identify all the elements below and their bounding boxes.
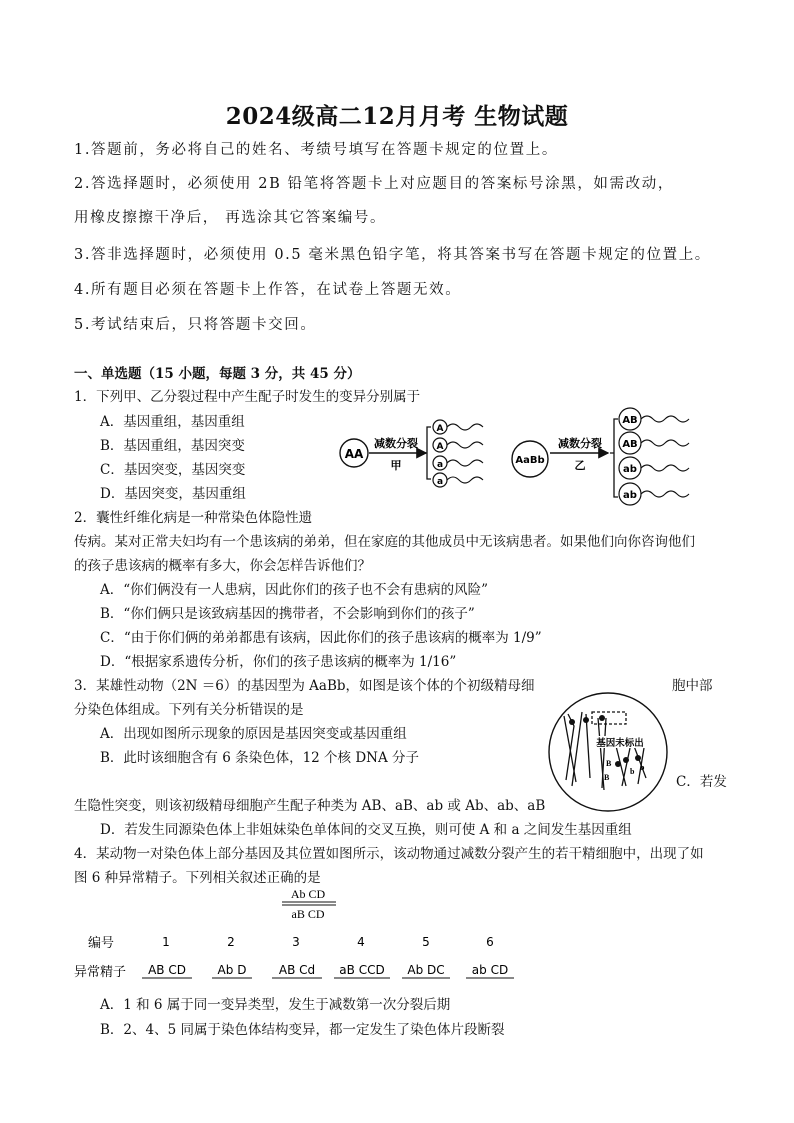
sperm-6: ab CD: [471, 963, 509, 977]
q2-option-a: A．“你们俩没有一人患病，因此你们的孩子也不会有患病的风险”: [100, 582, 489, 598]
q4-stem-line1: 4．某动物一对染色体上部分基因及其位置如图所示，该动物通过减数分裂产生的若干精细胞中，出现了如: [74, 846, 704, 862]
q1-stem: 1．下列甲、乙分裂过程中产生配子时发生的变异分别属于: [74, 389, 421, 405]
note-4: 4.所有题目必须在答题卡上作答，在试卷上答题无效。: [74, 282, 462, 298]
q3-option-c-start: C．若发: [676, 774, 727, 790]
right-arrow-label: 减数分裂: [558, 437, 602, 450]
right-process-label: 乙: [574, 459, 586, 472]
q1-option-b: B．基因重组，基因突变: [100, 438, 245, 454]
note-5: 5.考试结束后，只将答题卡交回。: [74, 317, 317, 333]
q2-stem-line2: 传病。某对正常夫妇均有一个患该病的弟弟，但在家庭的其他成员中无该病患者。如果他们向你咨询他们: [74, 534, 695, 550]
left-gamete-4: a: [436, 477, 444, 487]
q3-option-d: D．若发生同源染色体上非姐妹染色单体间的交叉互换，则可使 A 和 a 之间发生基因重组: [100, 822, 632, 838]
note-3: 3.答非选择题时，必须使用 0.5 毫米黑色铅字笔，将其答案书写在答题卡规定的位置上。: [74, 247, 711, 263]
left-brace: [423, 427, 431, 479]
q1-option-c: C．基因突变，基因突变: [100, 462, 246, 478]
q1-meiosis-figure: [330, 405, 730, 510]
number-row: [162, 935, 494, 949]
right-brace: [610, 419, 618, 497]
right-gamete-4: ab: [623, 490, 637, 501]
chromosome-top-genes: Ab CD: [290, 887, 326, 901]
number-1: 1: [162, 935, 170, 949]
right-cell-label: AaBb: [515, 455, 545, 466]
row-label-sperm: 异常精子: [74, 965, 127, 980]
row-label-number: 编号: [88, 936, 115, 951]
q2-option-c: C．“由于你们俩的弟弟都患有该病，因此你们的孩子患该病的概率为 1/9”: [100, 630, 542, 646]
left-cell-label: AA: [344, 447, 364, 461]
section-heading: 一、单选题（15 小题，每题 3 分，共 45 分）: [74, 366, 361, 382]
q3-stem-line2: 分染色体组成。下列有关分析错误的是: [74, 702, 304, 718]
left-process-label: 甲: [390, 459, 402, 472]
gene-label-2: b: [630, 767, 635, 776]
sperm-4: aB CCD: [339, 963, 385, 977]
number-5: 5: [422, 935, 430, 949]
note-1: 1.答题前，务必将自己的姓名、考绩号填写在答题卡规定的位置上。: [74, 142, 558, 158]
note-2-cont: 用橡皮擦擦干净后， 再选涂其它答案编号。: [74, 210, 387, 226]
q3-option-b: B．此时该细胞含有 6 条染色体，12 个核 DNA 分子: [100, 750, 420, 766]
sperm-1: AB CD: [148, 963, 186, 977]
q3-option-c-cont: 生隐性突变，则该初级精母细胞产生配子种类为 AB、aB、ab 或 Ab、ab、aB: [74, 798, 546, 814]
q2-stem-line3: 的孩子患该病的概率有多大，你会怎样告诉他们？: [74, 558, 371, 574]
gene-label-3: b: [640, 763, 645, 772]
q2-stem-line1: 2．囊性纤维化病是一种常染色体隐性遗: [74, 510, 313, 526]
q3-option-a: A．出现如图所示现象的原因是基因突变或基因重组: [100, 726, 407, 742]
gene-label-1: B: [606, 759, 612, 768]
note-2: 2.答选择题时，必须使用 2B 铅笔将答题卡上对应题目的答案标号涂黑，如需改动，: [74, 176, 674, 192]
gene-not-marked-label: 基因未标出: [596, 738, 644, 749]
number-3: 3: [292, 935, 300, 949]
q1-option-d: D．基因突变，基因重组: [100, 486, 246, 502]
right-gamete-3: ab: [623, 464, 637, 475]
gene-label-4: B: [604, 773, 610, 782]
sperm-2: Ab D: [217, 963, 247, 977]
q4-option-b: B．2、4、5 同属于染色体结构变异，都一定发生了染色体片段断裂: [100, 1022, 505, 1038]
right-gamete-1: AB: [622, 415, 638, 426]
sperm-3: AB Cd: [278, 963, 316, 977]
right-gametes: [619, 408, 689, 505]
number-6: 6: [486, 935, 494, 949]
q2-option-d: D．“根据家系遗传分析，你们的孩子患该病的概率为 1/16”: [100, 654, 457, 670]
sperm-row: [148, 963, 508, 977]
q4-stem-line2: 图 6 种异常精子。下列相关叙述正确的是: [74, 870, 321, 886]
number-2: 2: [227, 935, 235, 949]
q3-stem-line1: 3．某雄性动物（2N ＝6）的基因型为 AaBb，如图是该个体的个初级精母细: [74, 678, 535, 694]
q2-option-b: B．“你们俩只是该致病基因的携带者，不会影响到你们的孩子”: [100, 606, 475, 622]
left-gametes: [433, 420, 483, 487]
sperm-5: Ab DC: [407, 963, 445, 977]
page-title: 2024级高二12月月考 生物试题: [225, 103, 569, 130]
q4-chromosome-figure: [70, 884, 530, 984]
right-gamete-2: AB: [622, 439, 638, 450]
left-gamete-1: A: [436, 424, 444, 434]
number-4: 4: [357, 935, 365, 949]
left-gamete-3: a: [436, 460, 444, 470]
q3-cell-figure: [546, 690, 670, 814]
left-arrow-label: 减数分裂: [374, 437, 418, 450]
left-gamete-2: A: [436, 442, 444, 452]
cell-membrane: [549, 693, 667, 811]
q3-stem-line1-end: 胞中部: [672, 678, 713, 694]
q1-option-a: A．基因重组，基因重组: [100, 414, 245, 430]
q4-option-a: A．1 和 6 属于同一变异类型，发生于减数第一次分裂后期: [100, 997, 451, 1013]
chromosome-bottom-genes: aB CD: [291, 907, 325, 921]
